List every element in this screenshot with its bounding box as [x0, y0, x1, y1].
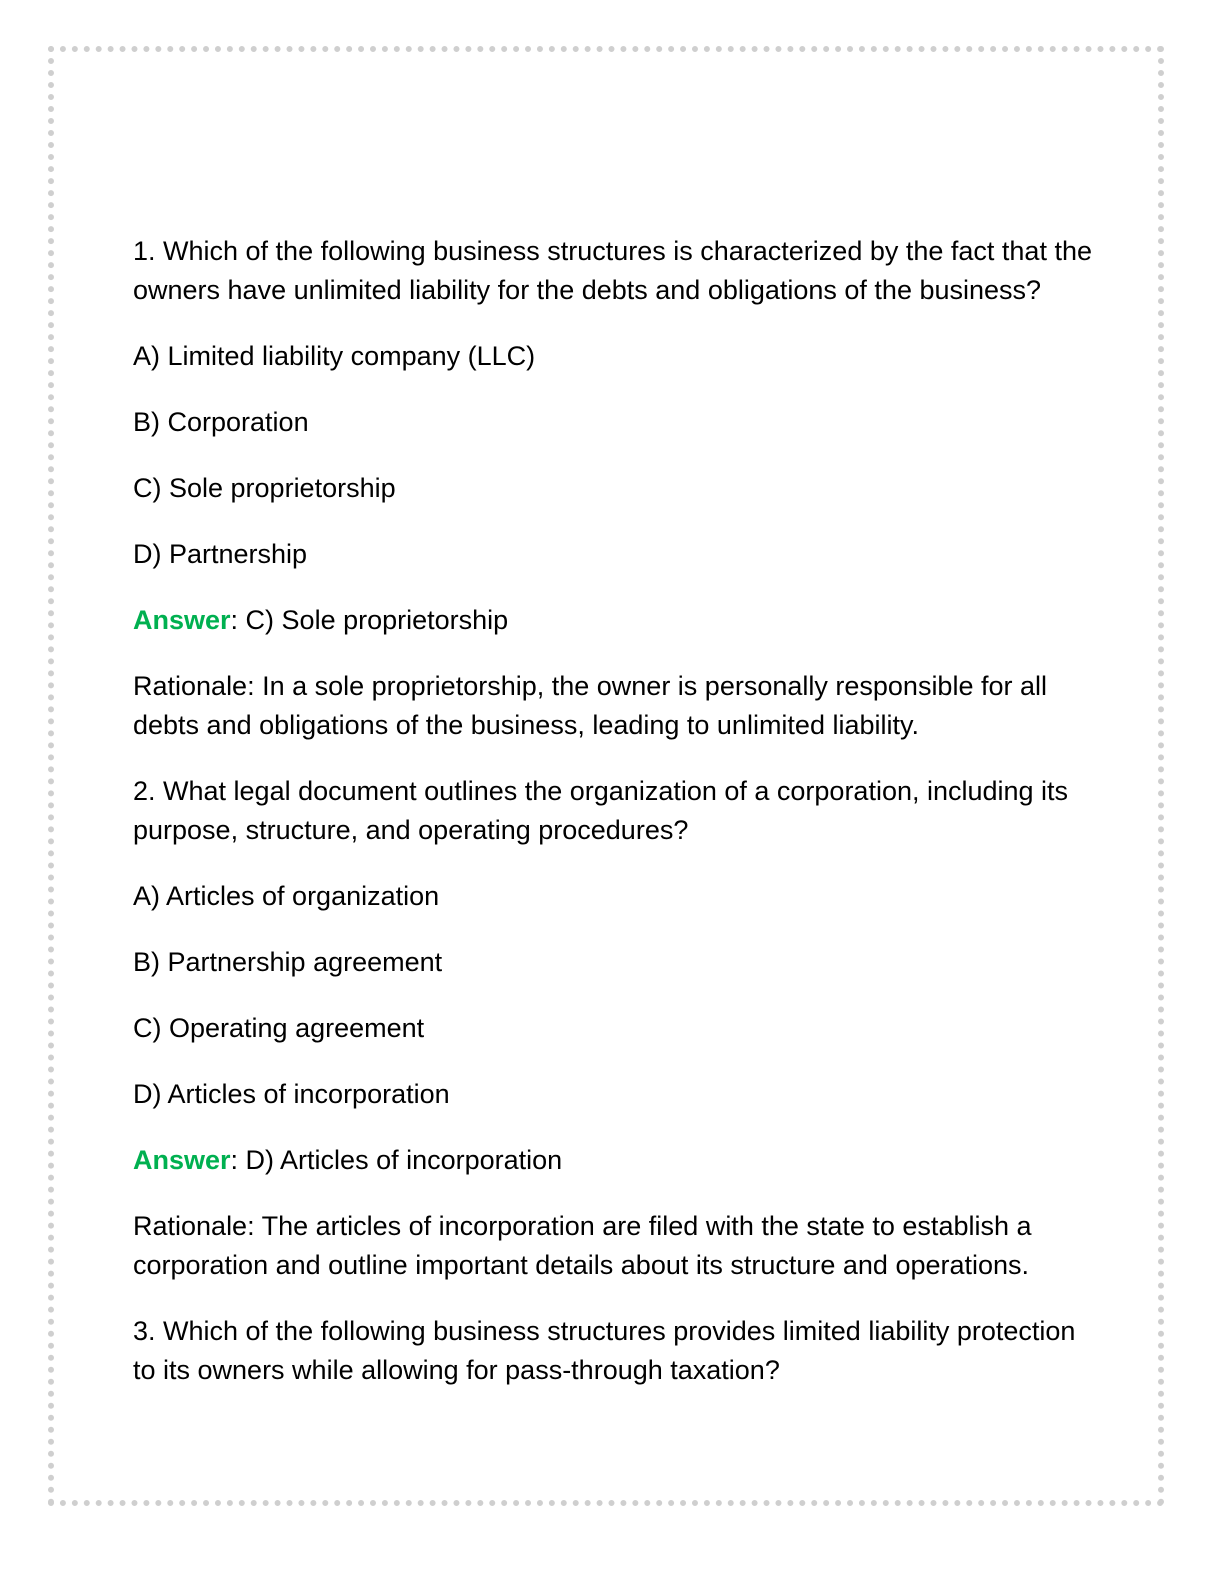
question-3-text: 3. Which of the following business structures provides limited liability protection to its owners while allowing for pass-through taxation?: [133, 1316, 1076, 1385]
question-1-option-c: C) Sole proprietorship: [133, 473, 396, 503]
question-2-option-c: C) Operating agreement: [133, 1013, 425, 1043]
question-1-option-b: B) Corporation: [133, 407, 309, 437]
question-2-rationale: Rationale: The articles of incorporation are filed with the state to establish a corporation and outline important details about its structure and operations.: [133, 1211, 1032, 1280]
answer-text: : C) Sole proprietorship: [230, 605, 509, 635]
question-2-option-a: A) Articles of organization: [133, 881, 440, 911]
answer-label: Answer: [133, 1145, 231, 1175]
question-1-option-a: A) Limited liability company (LLC): [133, 341, 536, 371]
question-2-answer: [133, 1141, 1093, 1180]
question-2-option-d: D) Articles of incorporation: [133, 1079, 450, 1109]
question-2-option-b: B) Partnership agreement: [133, 947, 443, 977]
document-content: [133, 232, 1093, 1417]
question-1-answer: [133, 601, 1093, 640]
answer-label: Answer: [133, 605, 231, 635]
question-1-option-d: D) Partnership: [133, 539, 308, 569]
question-1-text: 1. Which of the following business structures is characterized by the fact that the owners have unlimited liability for the debts and obligations of the business?: [133, 236, 1092, 305]
answer-text: : D) Articles of incorporation: [230, 1145, 563, 1175]
question-2-text: 2. What legal document outlines the organization of a corporation, including its purpose, structure, and operating procedures?: [133, 776, 1069, 845]
question-1-rationale: Rationale: In a sole proprietorship, the owner is personally responsible for all debts and obligations of the business, leading to unlimited liability.: [133, 671, 1047, 740]
